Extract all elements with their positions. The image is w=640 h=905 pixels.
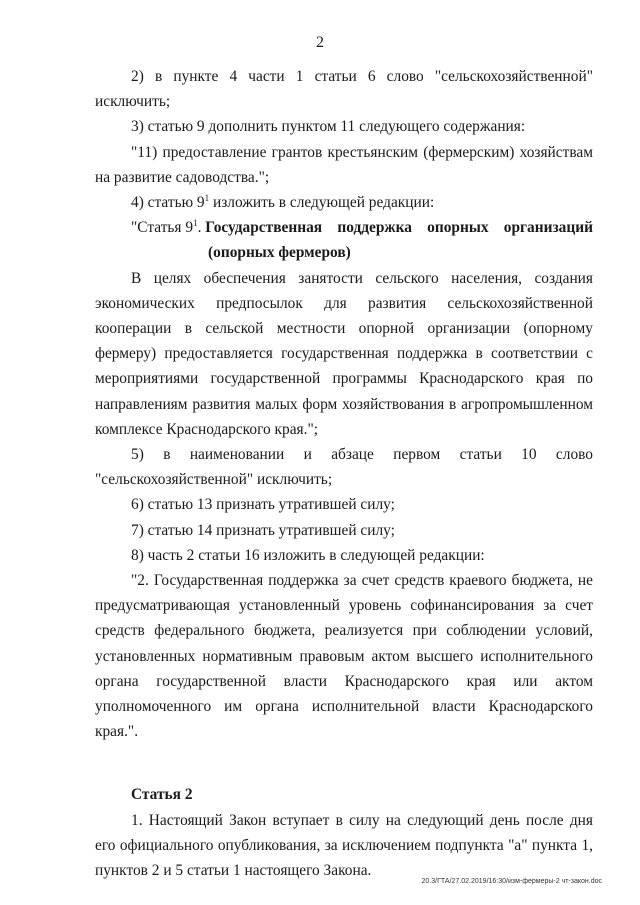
paragraph-item-5: 5) в наименовании и абзаце первом статьи 10 слово "сельскохозяйственной" исключить; (95, 446, 593, 489)
paragraph-item-11-quote: "11) предоставление грантов крестьянским (фермерским) хозяйствам на развитие садоводства."; (95, 143, 593, 186)
document-body (95, 64, 593, 883)
paragraph-item-8: 8) часть 2 статьи 16 изложить в следующей редакции: (131, 546, 485, 564)
item4-superscript: 1 (204, 192, 210, 203)
paragraph-item-7: 7) статью 14 признать утратившей силу; (131, 521, 395, 539)
article-heading-word-1: Государственная (205, 219, 323, 237)
article-heading-superscript: 1 (193, 218, 198, 229)
paragraph-item-4 (95, 190, 593, 215)
article-heading-dot: . (197, 219, 202, 237)
paragraph-article-9-1-text: В целях обеспечения занятости сельского населения, создания экономических предпосылок для развития сельскохозяйственной кооперации в сельской местности опорной организации (опорному фермеру) предоставляется государственная поддержка в соответствии с мероприятиями государственной программы Краснодарского края по направлениям развития малых форм хозяйствования в агропромышленном комплексе Краснодарского края."; (95, 269, 593, 438)
article-9-1-heading (131, 215, 593, 240)
article-heading-word-4: организаций (503, 219, 593, 237)
article-heading-label: "Статья 9 (131, 219, 194, 237)
article-heading-line-2: (опорных фермеров) (208, 244, 351, 262)
item4-before: 4) статью 9 (131, 194, 205, 212)
section-gap (95, 744, 593, 782)
paragraph-item-2: 2) в пункте 4 части 1 статьи 6 слово "сельскохозяйственной" исключить; (95, 68, 593, 111)
article-heading-word-3: опорных (427, 219, 489, 237)
item4-after: изложить в следующей редакции: (209, 194, 435, 212)
page-number: 2 (316, 34, 324, 51)
document-footer-path: 20.3/ГТА/27.02.2019/16:30/изм-фермеры-2 чт-закон.doc (421, 878, 602, 885)
section-2-paragraph: 1. Настоящий Закон вступает в силу на следующий день после дня его официального опубликования, за исключением подпункта "а" пункта 1, пунктов 2 и 5 статьи 1 настоящего Закона. (95, 811, 593, 880)
section-2-title: Статья 2 (131, 786, 193, 804)
paragraph-item-3: 3) статью 9 дополнить пунктом 11 следующего содержания: (131, 118, 526, 136)
paragraph-item-6: 6) статью 13 признать утратившей силу; (131, 496, 395, 514)
paragraph-part-2-quote: "2. Государственная поддержка за счет средств краевого бюджета, не предусматривающая установленный уровень софинансирования за счет средств федерального бюджета, реализуется при соблюдении условий, установленных нормативным правовым актом высшего исполнительного органа государственной власти Краснодарского края или актом уполномоченного им органа исполнительной власти Краснодарского края.". (95, 572, 593, 741)
article-heading-prefix (131, 215, 322, 240)
article-heading-word-2: поддержка (337, 219, 412, 237)
